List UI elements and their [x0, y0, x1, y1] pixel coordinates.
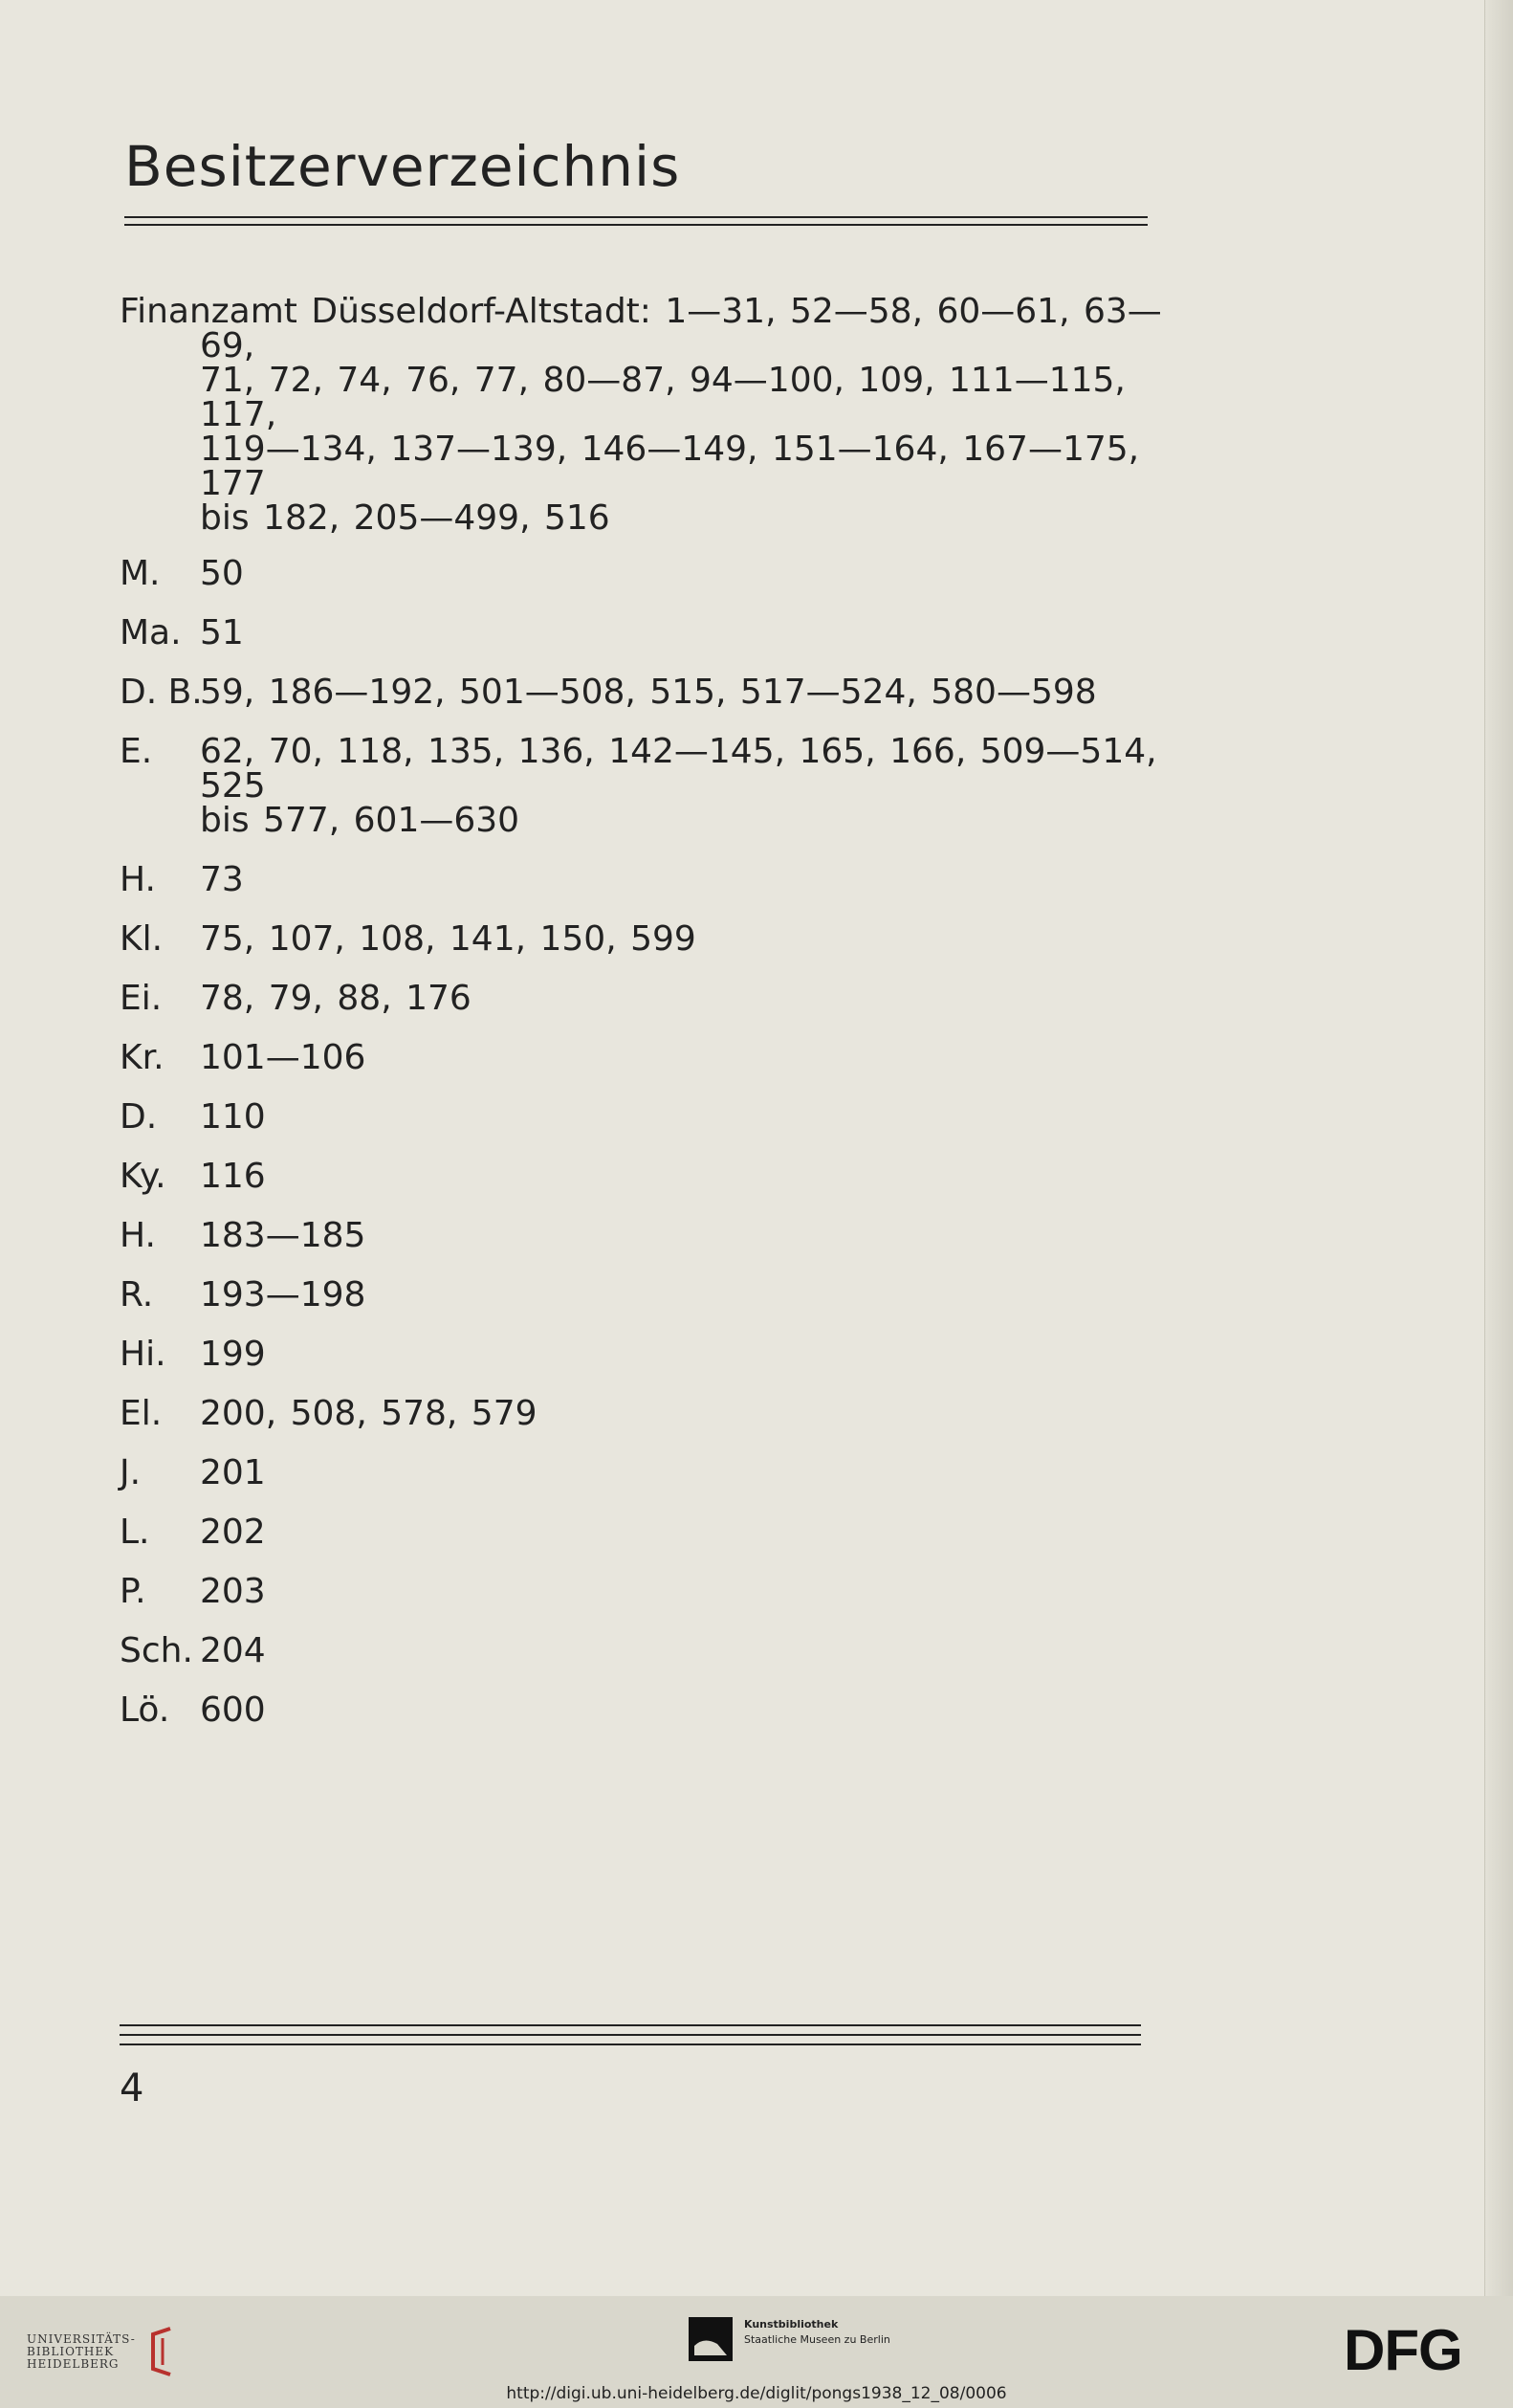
entry-value: 201 [200, 1453, 266, 1492]
list-item [120, 1572, 1162, 1611]
entry-label: R. [120, 1275, 154, 1314]
university-library-name: UNIVERSITÄTS- BIBLIOTHEK HEIDELBERG [27, 2331, 136, 2371]
digitization-footer [0, 2296, 1513, 2408]
entry-label: El. [120, 1394, 163, 1433]
entry-value: Finanzamt Düsseldorf-Altstadt: 1—31, 52—58, 60—61, 63—69, 71, 72, 74, 76, 77, 80—87, 94—100, 109, 111—115, 117, 119—134, 137—139, 146—149, 151—164, 167—175, 177 bis 182, 205—499, 516 [120, 292, 1162, 538]
list-item [120, 554, 1162, 593]
entry-value: 203 [200, 1572, 266, 1611]
entry-label: D. [120, 1097, 158, 1137]
entry-label: H. [120, 860, 156, 899]
list-item [120, 1394, 1162, 1433]
page-edge [1484, 0, 1513, 2296]
entry-label: Ma. [120, 613, 182, 652]
entry-value: 78, 79, 88, 176 [200, 979, 471, 1018]
dfg-logo: DFG [1344, 2318, 1462, 2382]
list-item [120, 979, 1162, 1018]
entry-value: 51 [200, 613, 244, 652]
entry-label: E. [120, 732, 153, 771]
footer-rule-1 [120, 2024, 1141, 2026]
list-item [120, 732, 1162, 840]
kunstbibliothek-title: Kunstbibliothek [744, 2318, 839, 2331]
entry-value: 600 [200, 1690, 266, 1730]
entry-label: Kr. [120, 1038, 164, 1077]
title-rule-bottom [124, 224, 1148, 226]
list-item [120, 675, 1162, 710]
title-rule-top [124, 216, 1148, 218]
entry-label: Hi. [120, 1335, 166, 1374]
page-title: Besitzerverzeichnis [124, 134, 681, 199]
entry-value: 199 [200, 1335, 266, 1374]
entry-value: 183—185 [200, 1216, 366, 1255]
kunstbibliothek-subtitle: Staatliche Museen zu Berlin [744, 2333, 890, 2346]
list-item [120, 1453, 1162, 1492]
list-item [120, 1515, 1162, 1550]
entry-label: L. [120, 1513, 150, 1552]
entry-label: D. B. [120, 673, 203, 712]
entry-value: 110 [200, 1097, 266, 1137]
entry-label: Sch. [120, 1631, 193, 1670]
list-item [120, 1337, 1162, 1372]
list-item [120, 1690, 1162, 1730]
entry-value: 202 [200, 1513, 266, 1552]
entry-label: Kl. [120, 919, 164, 959]
entry-label: J. [120, 1453, 142, 1492]
kunstbibliothek-logo [689, 2317, 890, 2361]
list-item [120, 1216, 1162, 1255]
owner-list [120, 292, 1162, 1730]
list-item [120, 1097, 1162, 1137]
entry-label: M. [120, 554, 161, 593]
list-item [120, 1038, 1162, 1077]
entry-label: Ei. [120, 979, 163, 1018]
list-item [120, 860, 1162, 899]
entry-value: 116 [200, 1157, 266, 1196]
entry-value: 62, 70, 118, 135, 136, 142—145, 165, 166, 509—514, 525 bis 577, 601—630 [200, 732, 1157, 840]
entry-value: 200, 508, 578, 579 [200, 1394, 537, 1433]
footer-rule-3 [120, 2043, 1141, 2045]
entry-value: 50 [200, 554, 244, 593]
entry-label: Ky. [120, 1157, 166, 1196]
list-item [120, 919, 1162, 959]
entry-value: 193—198 [200, 1275, 366, 1314]
list-item [120, 613, 1162, 652]
entry-value: 101—106 [200, 1038, 366, 1077]
list-item [120, 292, 1162, 538]
library-mark-icon [142, 2325, 184, 2378]
footer-rule-2 [120, 2034, 1141, 2036]
list-item [120, 1157, 1162, 1196]
entry-value: 73 [200, 860, 244, 899]
kunstbibliothek-icon [689, 2317, 733, 2361]
source-url[interactable]: http://digi.ub.uni-heidelberg.de/diglit/pongs1938_12_08/0006 [506, 2384, 1007, 2403]
entry-label: Lö. [120, 1690, 170, 1730]
entry-value: 59, 186—192, 501—508, 515, 517—524, 580—598 [200, 673, 1097, 712]
entry-value: 75, 107, 108, 141, 150, 599 [200, 919, 696, 959]
list-item [120, 1631, 1162, 1670]
list-item [120, 1275, 1162, 1314]
entry-label: H. [120, 1216, 156, 1255]
page-number: 4 [120, 2066, 144, 2110]
entry-value: 204 [200, 1631, 266, 1670]
entry-label: P. [120, 1572, 146, 1611]
university-library-logo [27, 2325, 184, 2378]
